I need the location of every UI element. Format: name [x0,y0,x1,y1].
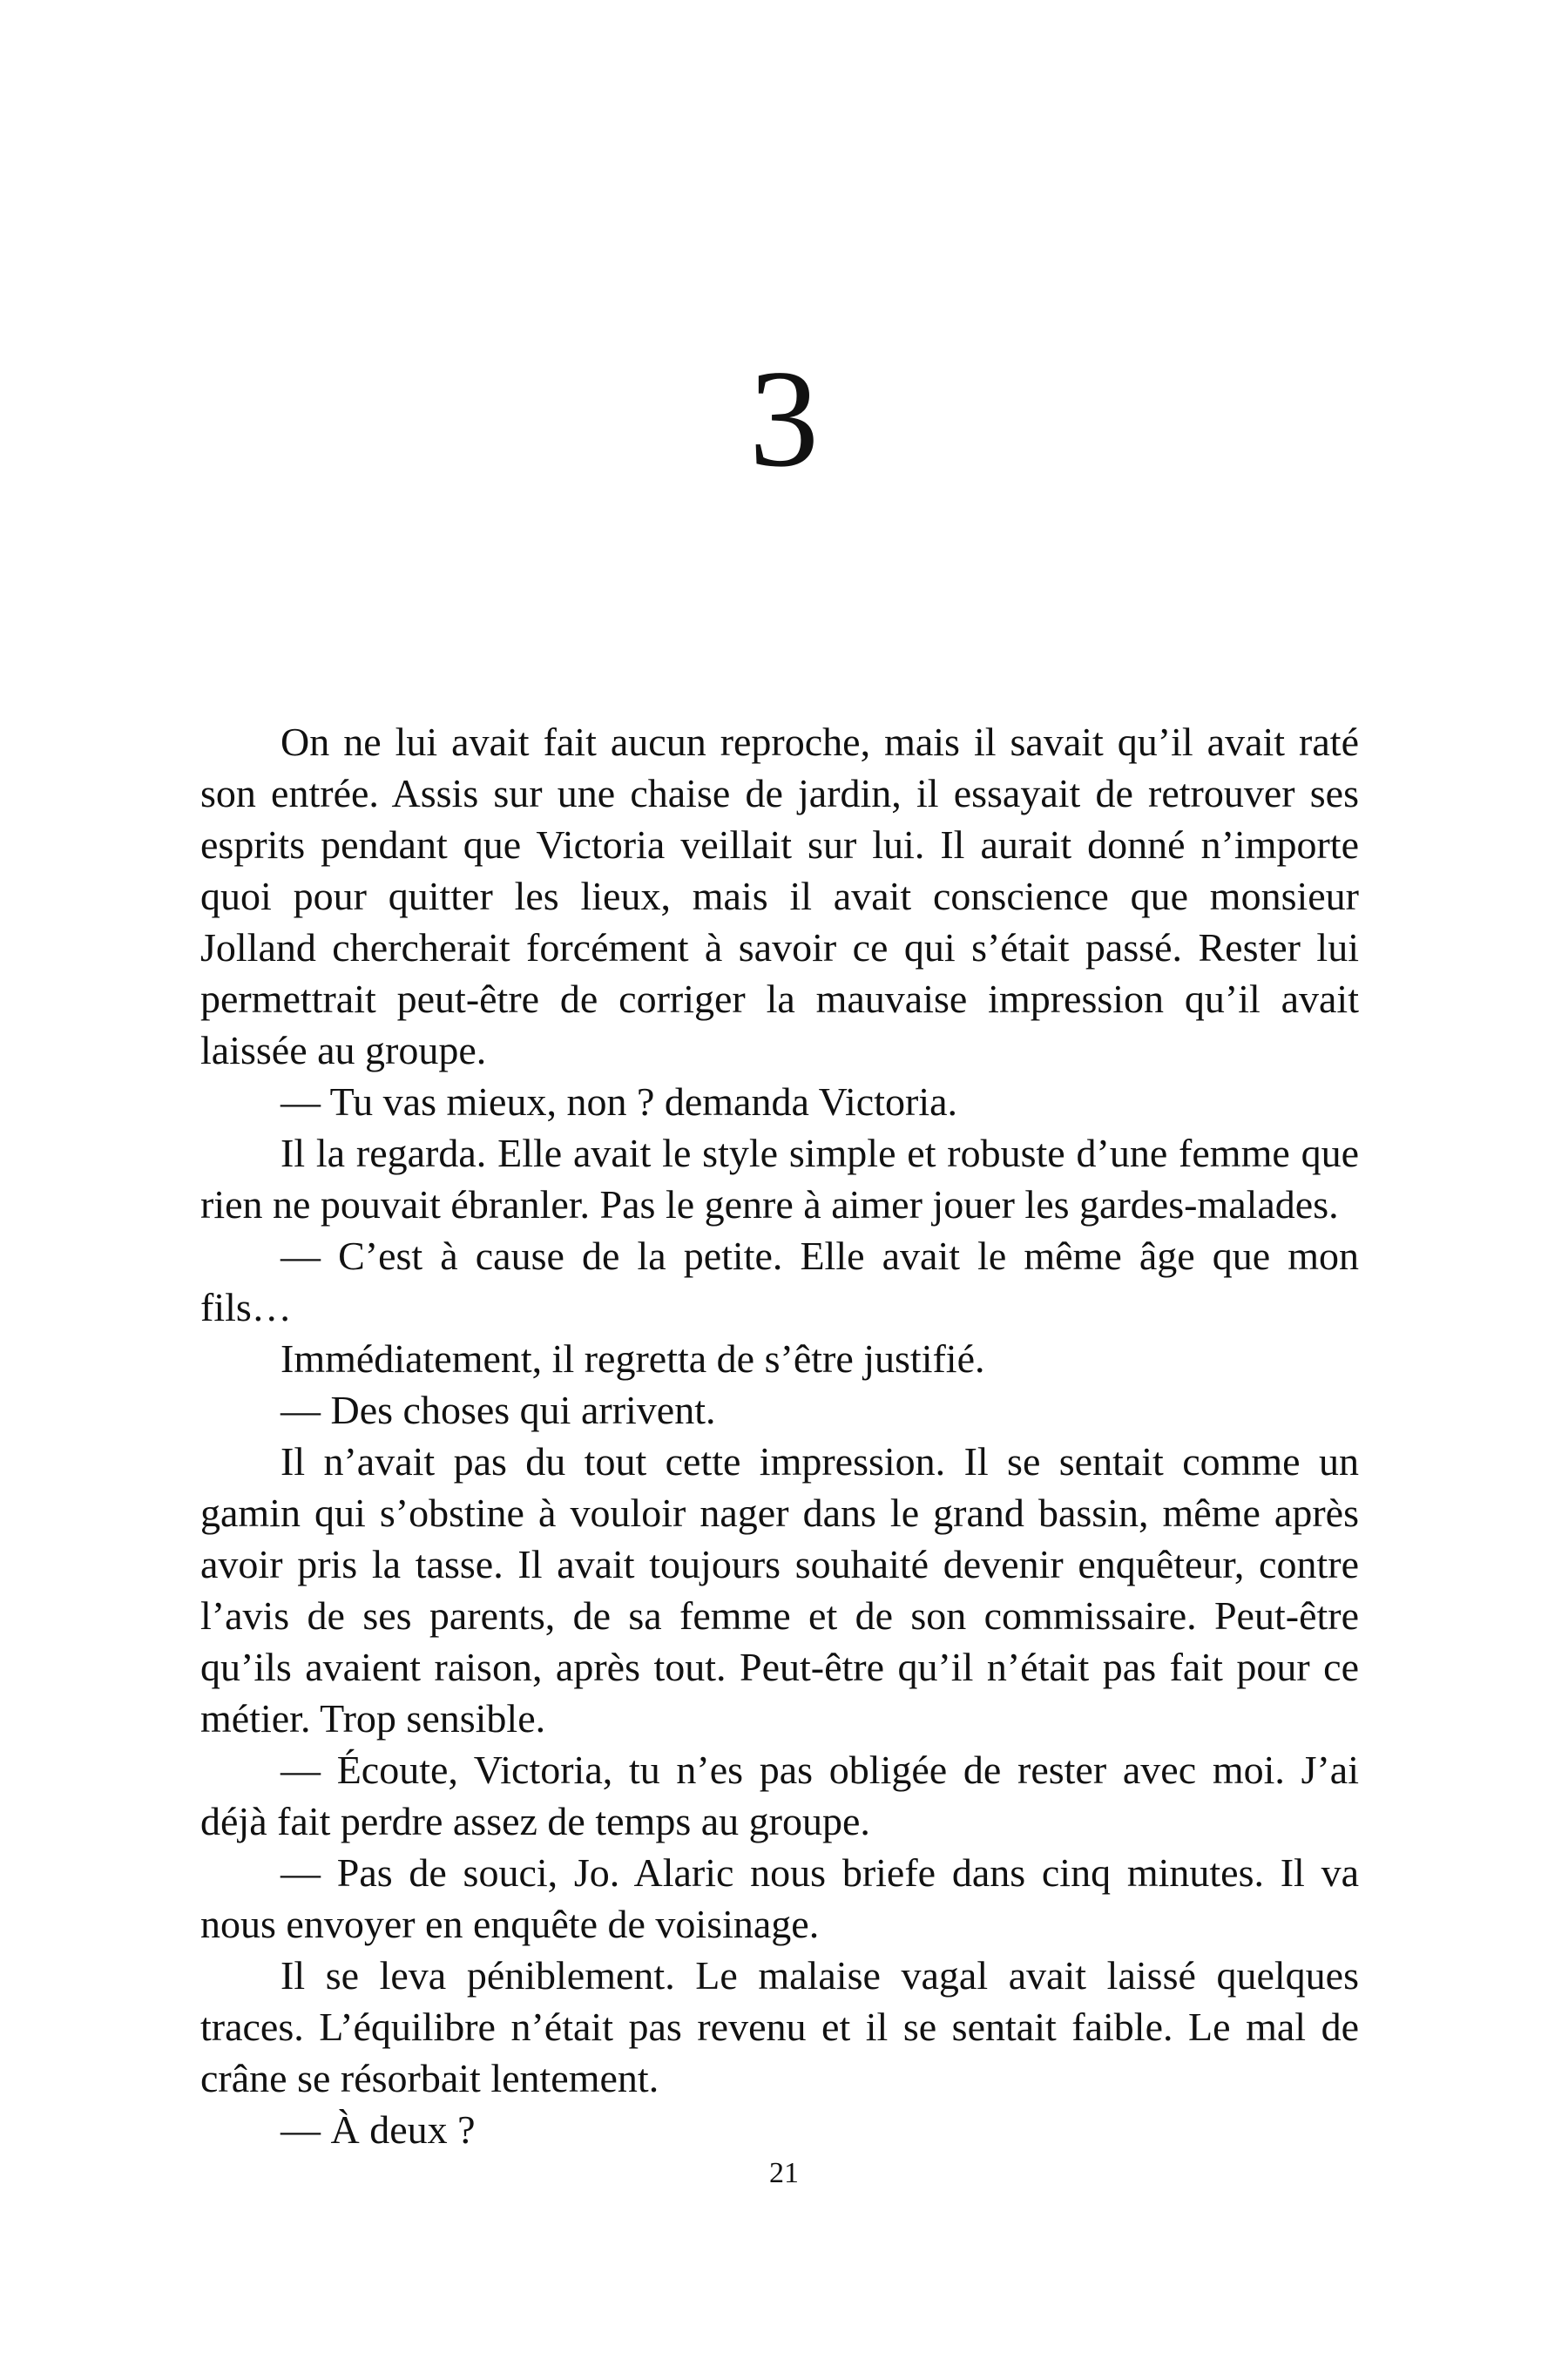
dialogue-line: — C’est à cause de la petite. Elle avait le même âge que mon fils… [200,1234,1359,1329]
paragraph: Il se leva péniblement. Le malaise vagal avait laissé quelques traces. L’équilibre n’était pas revenu et il se sentait faible. Le mal de crâne se résorbait lentement. [200,1953,1359,2100]
dialogue-line: — À deux ? [280,2107,476,2152]
paragraph: Il la regarda. Elle avait le style simple et robuste d’une femme que rien ne pouvait ébranler. Pas le genre à aimer jouer les gardes-malades. [200,1131,1359,1227]
page-number: 21 [769,2157,799,2189]
dialogue-line: — Écoute, Victoria, tu n’es pas obligée de rester avec moi. J’ai déjà fait perdre assez de temps au groupe. [200,1748,1359,1843]
dialogue-line: — Pas de souci, Jo. Alaric nous briefe dans cinq minutes. Il va nous envoyer en enquête de voisinage. [200,1850,1359,1946]
paragraph: On ne lui avait fait aucun reproche, mais il savait qu’il avait raté son entrée. Assis sur une chaise de jardin, il essayait de retrouver ses esprits pendant que Victoria veillait sur lui. Il aurait donné n’importe quoi pour quitter les lieux, mais il avait conscience que monsieur Jolland chercherait forcément à savoir ce qui s’était passé. Rester lui permettrait peut-être de corriger la mauvaise impression qu’il avait laissée au groupe. [200,720,1359,1072]
dialogue-line: — Des choses qui arrivent. [280,1388,716,1432]
paragraph: Immédiatement, il regretta de s’être justifié. [280,1336,985,1381]
dialogue-line: — Tu vas mieux, non ? demanda Victoria. [280,1079,958,1124]
chapter-text [200,716,1359,2155]
chapter-number: 3 [749,341,819,496]
paragraph: Il n’avait pas du tout cette impression. Il se sentait comme un gamin qui s’obstine à vouloir nager dans le grand bassin, même après avoir pris la tasse. Il avait toujours souhaité devenir enquêteur, contre l’avis de ses parents, de sa femme et de son commissaire. Peut-être qu’ils avaient raison, après tout. Peut-être qu’il n’était pas fait pour ce métier. Trop sensible. [200,1439,1359,1741]
